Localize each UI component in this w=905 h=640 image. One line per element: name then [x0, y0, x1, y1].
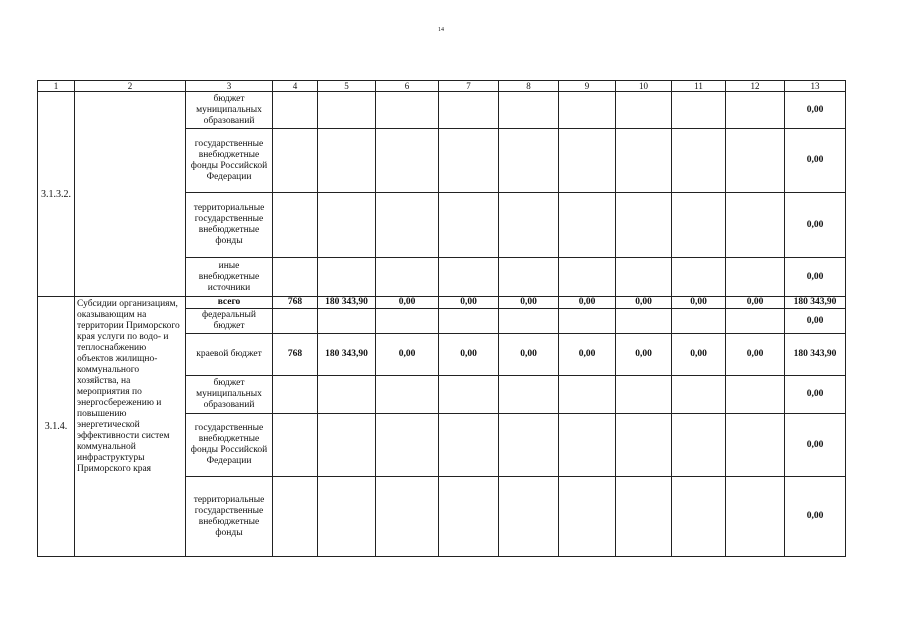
- value-cell: 0,00: [559, 297, 616, 309]
- table-row: [38, 297, 846, 309]
- total-cell: 0,00: [785, 376, 846, 414]
- value-cell: 0,00: [376, 334, 439, 376]
- value-cell: 0,00: [559, 334, 616, 376]
- funding-source: всего: [186, 297, 273, 309]
- header-cell: 10: [616, 81, 672, 92]
- total-cell: 0,00: [785, 92, 846, 129]
- value-cell: 180 343,90: [318, 334, 376, 376]
- value-cell: 0,00: [726, 297, 785, 309]
- value-cell: 0,00: [439, 297, 499, 309]
- total-cell: 0,00: [785, 414, 846, 477]
- header-cell: 12: [726, 81, 785, 92]
- funding-source: государственные внебюджетные фонды Российской Федерации: [186, 129, 273, 193]
- header-cell: 9: [559, 81, 616, 92]
- value-cell: 0,00: [499, 297, 559, 309]
- page-number: 14: [438, 27, 444, 33]
- total-cell: 0,00: [785, 309, 846, 334]
- value-cell: 0,00: [439, 334, 499, 376]
- funding-source: краевой бюджет: [186, 334, 273, 376]
- row-code: 3.1.3.2.: [38, 92, 75, 297]
- header-cell: 3: [186, 81, 273, 92]
- header-cell: 5: [318, 81, 376, 92]
- total-cell: 0,00: [785, 193, 846, 258]
- header-cell: 13: [785, 81, 846, 92]
- total-cell: 0,00: [785, 477, 846, 557]
- total-cell: 180 343,90: [785, 334, 846, 376]
- value-cell: 768: [273, 334, 318, 376]
- funding-source: территориальные государственные внебюджетные фонды: [186, 193, 273, 258]
- funding-source: бюджет муниципальных образований: [186, 92, 273, 129]
- total-cell: 0,00: [785, 258, 846, 297]
- budget-table: [37, 80, 846, 557]
- row-code: 3.1.4.: [38, 297, 75, 557]
- header-cell: 8: [499, 81, 559, 92]
- header-cell: 1: [38, 81, 75, 92]
- row-description: Субсидии организациям, оказывающим на территории Приморского края услуги по водо- и теплоснабжению объектов жилищно-коммунального хозяйства, на мероприятия по энергосбережению и повышению энергетической эффективности систем коммунальной инфраструктуры Приморского края: [75, 297, 186, 557]
- funding-source: федеральный бюджет: [186, 309, 273, 334]
- value-cell: 0,00: [672, 334, 726, 376]
- value-cell: 0,00: [376, 297, 439, 309]
- value-cell: 0,00: [499, 334, 559, 376]
- header-cell: 6: [376, 81, 439, 92]
- funding-source: государственные внебюджетные фонды Российской Федерации: [186, 414, 273, 477]
- total-cell: 0,00: [785, 129, 846, 193]
- value-cell: 0,00: [616, 297, 672, 309]
- value-cell: 180 343,90: [318, 297, 376, 309]
- row-description: [75, 92, 186, 297]
- value-cell: 768: [273, 297, 318, 309]
- header-row: [38, 81, 846, 92]
- funding-source: бюджет муниципальных образований: [186, 376, 273, 414]
- value-cell: 0,00: [726, 334, 785, 376]
- value-cell: 0,00: [616, 334, 672, 376]
- total-cell: 180 343,90: [785, 297, 846, 309]
- funding-source: территориальные государственные внебюджетные фонды: [186, 477, 273, 557]
- funding-source: иные внебюджетные источники: [186, 258, 273, 297]
- header-cell: 4: [273, 81, 318, 92]
- header-cell: 7: [439, 81, 499, 92]
- table-row: [38, 92, 846, 129]
- value-cell: 0,00: [672, 297, 726, 309]
- header-cell: 2: [75, 81, 186, 92]
- header-cell: 11: [672, 81, 726, 92]
